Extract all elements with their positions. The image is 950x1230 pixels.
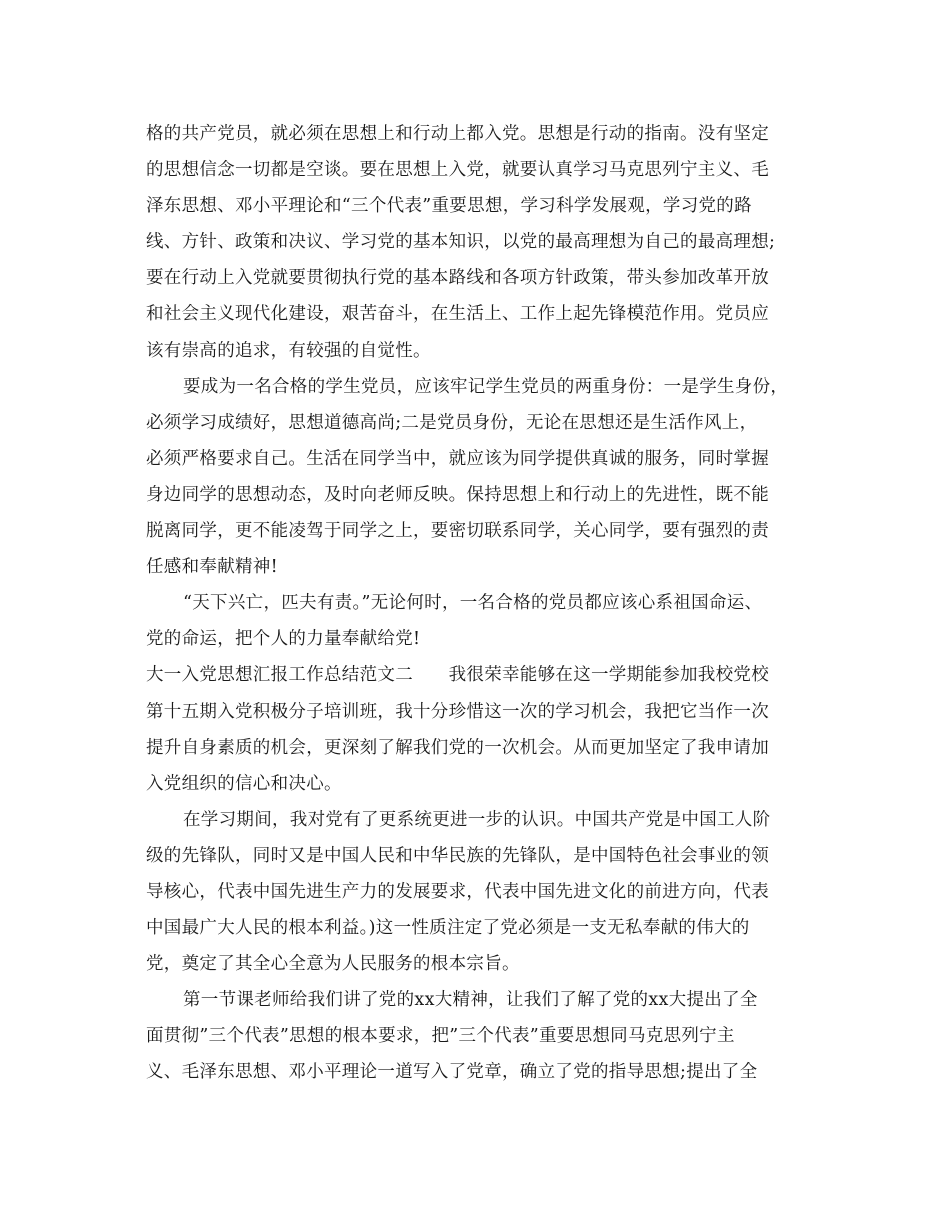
text-line: 线、方针、政策和决议、学习党的基本知识，以党的最高理想为自己的最高理想; bbox=[146, 232, 776, 253]
text-line: 义、毛泽东思想、邓小平理论一道写入了党章，确立了党的指导思想;提出了全 bbox=[146, 1062, 758, 1083]
text-line: 面贯彻”三个代表”思想的根本要求，把”三个代表”重要思想同马克思列宁主 bbox=[146, 1026, 735, 1047]
text-line: 大一入党思想汇报工作总结范文二 我很荣幸能够在这一学期能参加我校党校 bbox=[146, 665, 769, 686]
text-line: 必须严格要求自己。生活在同学当中，就应该为同学提供真诚的服务，同时掌握 bbox=[146, 448, 769, 469]
text-line: 必须学习成绩好，思想道德高尚;二是党员身份，无论在思想还是生活作风上， bbox=[146, 412, 758, 433]
text-line: 入党组织的信心和决心。 bbox=[146, 773, 342, 794]
document-body bbox=[146, 116, 826, 1091]
text-line: 格的共产党员，就必须在思想上和行动上都入党。思想是行动的指南。没有坚定 bbox=[146, 124, 769, 144]
text-line: 导核心，代表中国先进生产力的发展要求，代表中国先进文化的前进方向，代表 bbox=[146, 881, 769, 902]
text-line: 提升自身素质的机会，更深刻了解我们党的一次机会。从而更加坚定了我申请加 bbox=[146, 737, 769, 758]
text-line: 要成为一名合格的学生党员，应该牢记学生党员的两重身份：一是学生身份， bbox=[183, 376, 789, 397]
text-line: 中国最广大人民的根本利益。)这一性质注定了党必须是一支无私奉献的伟大的 bbox=[146, 918, 750, 939]
text-line: 党的命运，把个人的力量奉献给党! bbox=[146, 629, 421, 650]
text-line: 身边同学的思想动态，及时向老师反映。保持思想上和行动上的先进性，既不能 bbox=[146, 484, 769, 505]
text-line: 任感和奉献精神! bbox=[146, 557, 278, 578]
text-line: 的思想信念一切都是空谈。要在思想上入党，就要认真学习马克思列宁主义、毛 bbox=[146, 160, 769, 181]
text-line: 要在行动上入党就要贯彻执行党的基本路线和各项方针政策，带头参加改革开放 bbox=[146, 268, 769, 289]
text-line: 该有崇高的追求，有较强的自觉性。 bbox=[146, 340, 431, 361]
text-line: 泽东思想、邓小平理论和“三个代表”重要思想，学习科学发展观，学习党的路 bbox=[146, 196, 752, 217]
text-line: 级的先锋队，同时又是中国人民和中华民族的先锋队，是中国特色社会事业的领 bbox=[146, 845, 769, 866]
text-line: 脱离同学，更不能凌驾于同学之上，要密切联系同学，关心同学，要有强烈的责 bbox=[146, 521, 769, 542]
text-line: 党，奠定了其全心全意为人民服务的根本宗旨。 bbox=[146, 954, 520, 975]
text-line: 和社会主义现代化建设，艰苦奋斗，在生活上、工作上起先锋模范作用。党员应 bbox=[146, 304, 769, 325]
text-line: “天下兴亡，匹夫有责。”无论何时，一名合格的党员都应该心系祖国命运、 bbox=[183, 593, 763, 614]
text-line: 第十五期入党积极分子培训班，我十分珍惜这一次的学习机会，我把它当作一次 bbox=[146, 701, 769, 722]
text-line: 在学习期间，我对党有了更系统更进一步的认识。中国共产党是中国工人阶 bbox=[183, 809, 771, 830]
text-line: 第一节课老师给我们讲了党的xx大精神，让我们了解了党的xx大提出了全 bbox=[183, 990, 758, 1011]
